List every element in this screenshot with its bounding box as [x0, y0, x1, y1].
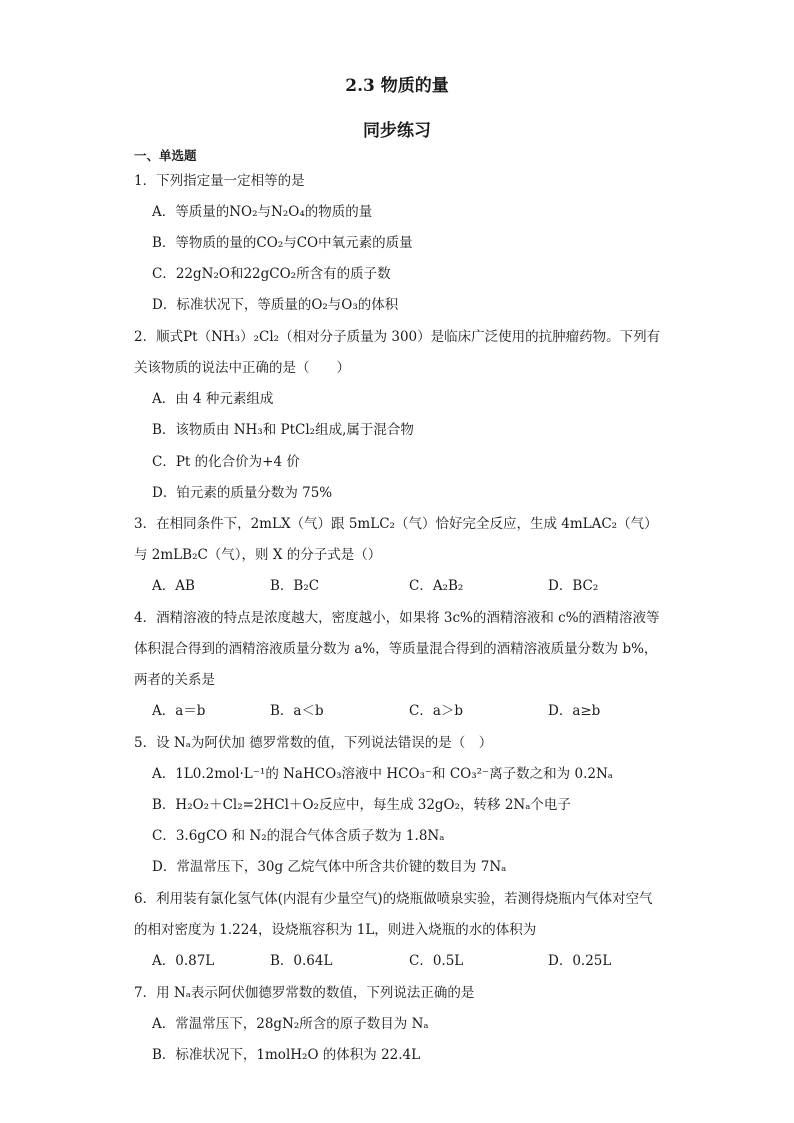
question-1-option-c: C．22gN₂O和22gCO₂所含有的质子数 [152, 266, 391, 282]
question-1-option-d: D．标准状况下，等质量的O₂与O₃的体积 [152, 297, 399, 313]
question-4-stem-line-1: 4．酒精溶液的特点是浓度越大，密度越小，如果将 3c%的酒精溶液和 c%的酒精溶液等 [134, 610, 660, 626]
question-4-option-c: C．a＞b [409, 703, 464, 719]
question-6-option-b: B．0.64L [270, 953, 333, 969]
question-2-option-d: D．铂元素的质量分数为 75% [152, 485, 333, 501]
question-3-option-d: D．BC₂ [548, 578, 599, 594]
question-6-stem-line-1: 6．利用装有氯化氢气体(内混有少量空气)的烧瓶做喷泉实验，若测得烧瓶内气体对空气 [134, 891, 653, 907]
question-2-option-c: C．Pt 的化合价为+4 价 [152, 454, 300, 470]
question-2-option-b: B．该物质由 NH₃和 PtCl₂组成,属于混合物 [152, 422, 414, 438]
question-2-stem-line-2: 关该物质的说法中正确的是（ ） [134, 360, 350, 376]
question-1-stem: 1．下列指定量一定相等的是 [134, 173, 305, 189]
question-4-option-a: A．a＝b [152, 703, 206, 719]
question-6-option-d: D．0.25L [548, 953, 612, 969]
question-3-option-a: A．AB [152, 578, 195, 594]
question-7-option-b: B．标准状况下，1molH₂O 的体积为 22.4L [152, 1047, 421, 1063]
question-3-stem-line-2: 与 2mLB₂C（气），则 X 的分子式是（） [134, 547, 382, 563]
question-3-option-b: B．B₂C [270, 578, 320, 594]
doc-subtitle: 同步练习 [363, 121, 431, 141]
question-2-option-a: A．由 4 种元素组成 [152, 391, 274, 407]
question-7-stem: 7．用 Nₐ表示阿伏伽德罗常数的数值，下列说法正确的是 [134, 985, 475, 1001]
question-5-option-c: C．3.6gCO 和 N₂的混合气体含质子数为 1.8Nₐ [152, 828, 445, 844]
question-5-option-a: A．1L0.2mol·L⁻¹的 NaHCO₃溶液中 HCO₃⁻和 CO₃²⁻离子数之和为 0.2Nₐ [152, 766, 613, 782]
question-1-option-b: B．等物质的量的CO₂与CO中氧元素的质量 [152, 235, 413, 251]
question-4-option-d: D．a≥b [548, 703, 601, 719]
question-7-option-a: A．常温常压下，28gN₂所含的原子数目为 Nₐ [152, 1016, 429, 1032]
question-4-stem-line-2: 体积混合得到的酒精溶液质量分数为 a%，等质量混合得到的酒精溶液质量分数为 b%， [134, 641, 658, 657]
question-5-option-b: B．H₂O₂＋Cl₂=2HCl＋O₂反应中，每生成 32gO₂，转移 2Nₐ个电子 [152, 797, 571, 813]
question-5-option-d: D．常温常压下，30g 乙烷气体中所含共价键的数目为 7Nₐ [152, 859, 507, 875]
question-4-option-b: B．a＜b [270, 703, 324, 719]
question-3-stem-line-1: 3．在相同条件下，2mLX（气）跟 5mLC₂（气）恰好完全反应，生成 4mLAC₂（气） [134, 516, 658, 532]
section-heading: 一、单选题 [134, 148, 197, 163]
question-6-option-a: A．0.87L [152, 953, 215, 969]
question-3-option-c: C．A₂B₂ [409, 578, 464, 594]
question-5-stem: 5．设 Nₐ为阿伏加 德罗常数的值，下列说法错误的是（ ） [134, 735, 493, 751]
question-6-stem-line-2: 的相对密度为 1.224，设烧瓶容积为 1L，则进入烧瓶的水的体积为 [134, 922, 537, 938]
question-2-stem-line-1: 2．顺式Pt（NH₃）₂Cl₂（相对分子质量为 300）是临床广泛使用的抗肿瘤药物。下列有 [134, 329, 661, 345]
question-4-stem-line-3: 两者的关系是 [134, 672, 215, 688]
question-6-option-c: C．0.5L [409, 953, 464, 969]
doc-title: 2.3 物质的量 [345, 76, 449, 96]
question-1-option-a: A．等质量的NO₂与N₂O₄的物质的量 [152, 204, 373, 220]
